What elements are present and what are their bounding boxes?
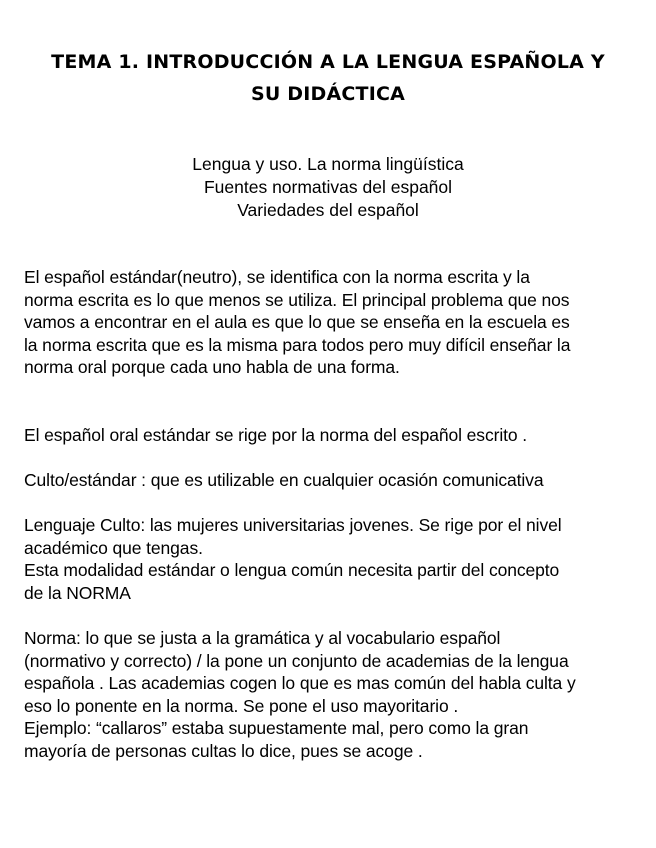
title-line: SU DIDÁCTICA <box>250 83 406 105</box>
text-line: eso lo ponente en la norma. Se pone el uso mayoritario . <box>24 695 459 716</box>
topic-item: Fuentes normativas del español <box>203 177 453 197</box>
text-line: Lenguaje Culto: las mujeres universitarias jovenes. Se rige por el nivel <box>24 515 562 535</box>
topic-list <box>0 153 656 222</box>
topic-item: Variedades del español <box>237 200 419 220</box>
paragraph-norma <box>24 627 576 763</box>
text-line: de la NORMA <box>24 582 131 603</box>
paragraph-estandar <box>24 266 570 379</box>
text-line: Ejemplo: “callaros” estaba supuestamente mal, pero como la gran <box>24 718 529 739</box>
text-line: la norma escrita que es la misma para todos pero muy difícil enseñar la <box>24 334 571 355</box>
text-line: El español estándar(neutro), se identifica con la norma escrita y la <box>24 267 530 287</box>
text-line: española . Las academias cogen lo que es mas común del habla culta y <box>24 673 576 694</box>
text-line: norma escrita es lo que menos se utiliza. El principal problema que nos <box>24 289 570 310</box>
paragraph-oral-estandar <box>24 424 527 447</box>
text-line: norma oral porque cada uno habla de una forma. <box>24 357 400 378</box>
text-line: (normativo y correcto) / la pone un conjunto de academias de la lengua <box>24 650 569 671</box>
paragraph-culto-estandar <box>24 469 543 492</box>
text-line: Esta modalidad estándar o lengua común necesita partir del concepto <box>24 560 560 581</box>
title-line: TEMA 1. INTRODUCCIÓN A LA LENGUA ESPAÑOLA Y <box>51 51 605 73</box>
text-line: Culto/estándar : que es utilizable en cualquier ocasión comunicativa <box>24 470 544 490</box>
text-line: académico que tengas. <box>24 537 203 558</box>
paragraph-lenguaje-culto <box>24 514 562 604</box>
topic-item: Lengua y uso. La norma lingüística <box>192 154 464 174</box>
document-title <box>0 46 656 110</box>
text-line: vamos a encontrar en el aula es que lo que se enseña en la escuela es <box>24 312 570 333</box>
text-line: Norma: lo que se justa a la gramática y al vocabulario español <box>24 628 501 648</box>
text-line: mayoría de personas cultas lo dice, pues se acoge . <box>24 740 423 761</box>
text-line: El español oral estándar se rige por la norma del español escrito . <box>24 425 528 445</box>
